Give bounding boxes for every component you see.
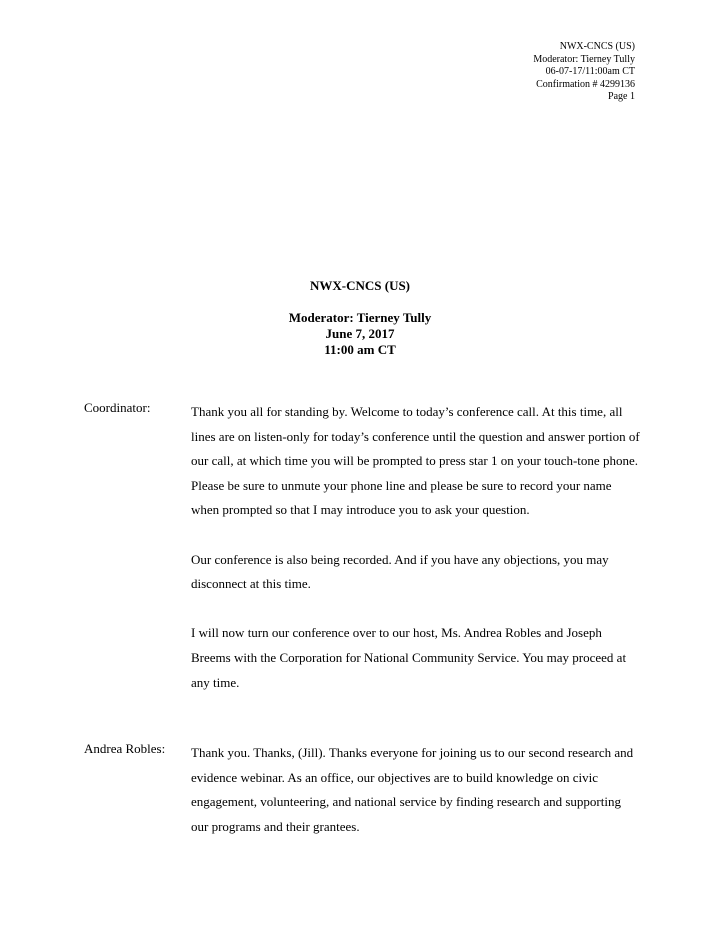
header-moderator: Moderator: Tierney Tully	[533, 53, 635, 65]
transcript-entry	[84, 400, 644, 695]
document-title: NWX-CNCS (US)	[309, 278, 411, 293]
speech-paragraph: Thank you all for standing by. Welcome to today’s conference call. At this time, all lines are on listen-only for today’s conference until the question and answer portion of our call, at which time you will be prompted to press star 1 on your touch-tone phone. Please be sure to unmute your phone line and please be sure to record your name when prompted so that I may introduce you to ask your question.	[191, 404, 640, 518]
speech-paragraph: Our conference is also being recorded. And if you have any objections, you may disconnect at this time.	[191, 551, 609, 592]
header-page-number: Page 1	[608, 91, 635, 103]
speech-paragraph: Thank you. Thanks, (Jill). Thanks everyone for joining us to our second research and evidence webinar. As an office, our objectives are to build knowledge on civic engagement, volunteering, and national service by finding research and supporting our programs and their grantees.	[191, 745, 634, 834]
moderator-line: Moderator: Tierney Tully	[288, 310, 432, 325]
running-header	[533, 41, 635, 104]
header-title: NWX-CNCS (US)	[559, 41, 635, 52]
title-block	[0, 278, 720, 358]
header-confirmation: Confirmation # 4299136	[536, 78, 635, 90]
speech-paragraph: I will now turn our conference over to our host, Ms. Andrea Robles and Joseph Breems with the Corporation for National Community Service. You may proceed at any time.	[191, 625, 627, 690]
header-date-time: 06-07-17/11:00am CT	[545, 66, 635, 78]
date-line: June 7, 2017	[325, 326, 395, 341]
speaker-name: Coordinator:	[84, 400, 151, 415]
speech-text	[191, 400, 641, 695]
speech-text	[191, 741, 641, 839]
speaker-name: Andrea Robles:	[84, 741, 166, 756]
transcript-entry	[84, 741, 644, 839]
time-line: 11:00 am CT	[324, 342, 396, 357]
